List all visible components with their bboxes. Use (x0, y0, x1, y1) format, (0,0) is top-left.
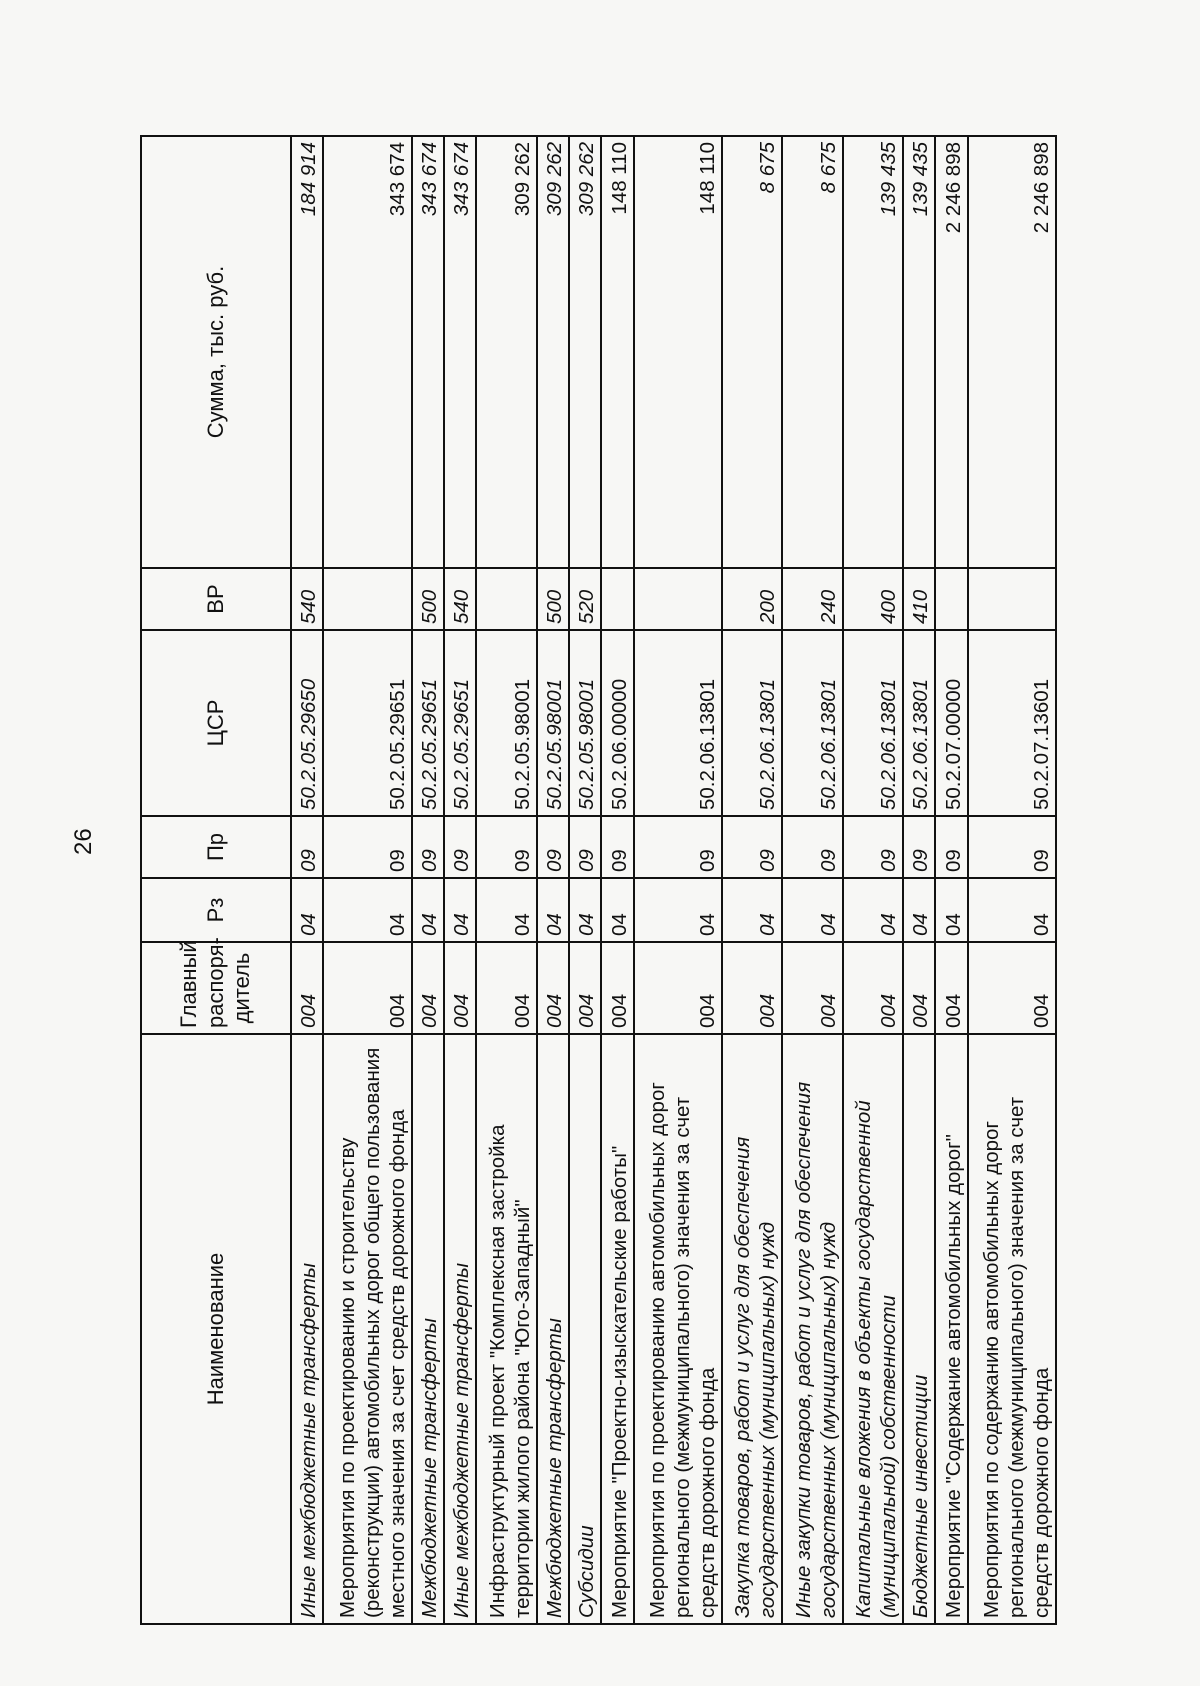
csr-cell: 50.2.06.13801 (722, 630, 782, 816)
header-sum: Сумма, тыс. руб. (141, 136, 291, 568)
csr-cell: 50.2.05.98001 (569, 630, 601, 816)
grbs-cell: 004 (601, 942, 633, 1034)
csr-cell: 50.2.06.13801 (903, 630, 935, 816)
name-cell: Иные межбюджетные трансферты (444, 1034, 476, 1624)
name-cell: Мероприятие "Проектно-изыскательские работы" (601, 1034, 633, 1624)
table-body (291, 136, 1056, 1624)
name-cell: Иные межбюджетные трансферты (291, 1034, 323, 1624)
csr-cell: 50.2.06.13801 (843, 630, 903, 816)
rz-cell: 04 (412, 878, 444, 942)
sum-cell: 8 675 (722, 136, 782, 568)
grbs-cell: 004 (843, 942, 903, 1034)
vr-cell (634, 568, 722, 630)
rz-cell: 04 (476, 878, 536, 942)
table-row (935, 136, 967, 1624)
pr-cell: 09 (537, 816, 569, 878)
grbs-cell: 004 (935, 942, 967, 1034)
sum-cell: 2 246 898 (968, 136, 1056, 568)
table-row (843, 136, 903, 1624)
table-row (569, 136, 601, 1624)
header-csr: ЦСР (141, 630, 291, 816)
vr-cell: 540 (291, 568, 323, 630)
pr-cell: 09 (903, 816, 935, 878)
rz-cell: 04 (323, 878, 411, 942)
vr-cell: 500 (537, 568, 569, 630)
name-cell: Мероприятия по проектированию и строительству (реконструкции) автомобильных дорог общего пользования местного значения за счет средств дорожного фонда (323, 1034, 411, 1624)
pr-cell: 09 (412, 816, 444, 878)
vr-cell: 200 (722, 568, 782, 630)
table-row (323, 136, 411, 1624)
table-row (601, 136, 633, 1624)
pr-cell: 09 (634, 816, 722, 878)
rz-cell: 04 (569, 878, 601, 942)
table-row (722, 136, 782, 1624)
name-cell: Бюджетные инвестиции (903, 1034, 935, 1624)
name-cell: Субсидии (569, 1034, 601, 1624)
table-row (634, 136, 722, 1624)
name-cell: Иные закупки товаров, работ и услуг для обеспечения государственных (муниципальных) нужд (782, 1034, 842, 1624)
pr-cell: 09 (601, 816, 633, 878)
grbs-cell: 004 (722, 942, 782, 1034)
rz-cell: 04 (601, 878, 633, 942)
csr-cell: 50.2.06.13801 (634, 630, 722, 816)
grbs-cell: 004 (444, 942, 476, 1034)
pr-cell: 09 (323, 816, 411, 878)
csr-cell: 50.2.05.98001 (537, 630, 569, 816)
rz-cell: 04 (722, 878, 782, 942)
vr-cell: 240 (782, 568, 842, 630)
table-row (444, 136, 476, 1624)
sum-cell: 343 674 (444, 136, 476, 568)
pr-cell: 09 (935, 816, 967, 878)
rz-cell: 04 (537, 878, 569, 942)
sum-cell: 8 675 (782, 136, 842, 568)
sum-cell: 139 435 (903, 136, 935, 568)
grbs-cell: 004 (782, 942, 842, 1034)
sum-cell: 184 914 (291, 136, 323, 568)
table-row (537, 136, 569, 1624)
sum-cell: 309 262 (537, 136, 569, 568)
rz-cell: 04 (291, 878, 323, 942)
name-cell: Межбюджетные трансферты (412, 1034, 444, 1624)
pr-cell: 09 (722, 816, 782, 878)
rz-cell: 04 (444, 878, 476, 942)
grbs-cell: 004 (537, 942, 569, 1034)
budget-table (140, 135, 1057, 1625)
rz-cell: 04 (634, 878, 722, 942)
name-cell: Мероприятия по содержанию автомобильных дорог регионального (межмуниципального) значения за счет средств дорожного фонда (968, 1034, 1056, 1624)
vr-cell: 500 (412, 568, 444, 630)
pr-cell: 09 (843, 816, 903, 878)
rz-cell: 04 (935, 878, 967, 942)
pr-cell: 09 (291, 816, 323, 878)
sum-cell: 343 674 (323, 136, 411, 568)
csr-cell: 50.2.05.29650 (291, 630, 323, 816)
csr-cell: 50.2.06.13801 (782, 630, 842, 816)
header-vr: ВР (141, 568, 291, 630)
pr-cell: 09 (968, 816, 1056, 878)
grbs-cell: 004 (569, 942, 601, 1034)
csr-cell: 50.2.06.00000 (601, 630, 633, 816)
rz-cell: 04 (968, 878, 1056, 942)
budget-table-container (140, 137, 1057, 1625)
sum-cell: 309 262 (569, 136, 601, 568)
csr-cell: 50.2.05.29651 (412, 630, 444, 816)
name-cell: Закупка товаров, работ и услуг для обеспечения государственных (муниципальных) нужд (722, 1034, 782, 1624)
vr-cell: 520 (569, 568, 601, 630)
header-name: Наименование (141, 1034, 291, 1624)
grbs-cell: 004 (323, 942, 411, 1034)
table-row (476, 136, 536, 1624)
csr-cell: 50.2.05.98001 (476, 630, 536, 816)
header-pr: Пр (141, 816, 291, 878)
table-row (782, 136, 842, 1624)
table-header-row (141, 136, 291, 1624)
table-row (291, 136, 323, 1624)
name-cell: Мероприятие "Содержание автомобильных дорог" (935, 1034, 967, 1624)
sum-cell: 148 110 (634, 136, 722, 568)
vr-cell (476, 568, 536, 630)
rz-cell: 04 (782, 878, 842, 942)
vr-cell: 400 (843, 568, 903, 630)
vr-cell: 540 (444, 568, 476, 630)
grbs-cell: 004 (476, 942, 536, 1034)
vr-cell (323, 568, 411, 630)
csr-cell: 50.2.05.29651 (323, 630, 411, 816)
pr-cell: 09 (476, 816, 536, 878)
csr-cell: 50.2.05.29651 (444, 630, 476, 816)
sum-cell: 309 262 (476, 136, 536, 568)
grbs-cell: 004 (412, 942, 444, 1034)
grbs-cell: 004 (291, 942, 323, 1034)
vr-cell (935, 568, 967, 630)
vr-cell (601, 568, 633, 630)
name-cell: Инфраструктурный проект "Комплексная застройка территории жилого района "Юго-Западный" (476, 1034, 536, 1624)
rz-cell: 04 (903, 878, 935, 942)
sum-cell: 343 674 (412, 136, 444, 568)
table-row (968, 136, 1056, 1624)
pr-cell: 09 (569, 816, 601, 878)
sum-cell: 148 110 (601, 136, 633, 568)
grbs-cell: 004 (968, 942, 1056, 1034)
sum-cell: 2 246 898 (935, 136, 967, 568)
name-cell: Капитальные вложения в объекты государственной (муниципальной) собственности (843, 1034, 903, 1624)
pr-cell: 09 (444, 816, 476, 878)
name-cell: Мероприятия по проектированию автомобильных дорог регионального (межмуниципального) значения за счет средств дорожного фонда (634, 1034, 722, 1624)
table-row (412, 136, 444, 1624)
sum-cell: 139 435 (843, 136, 903, 568)
csr-cell: 50.2.07.00000 (935, 630, 967, 816)
name-cell: Межбюджетные трансферты (537, 1034, 569, 1624)
grbs-cell: 004 (903, 942, 935, 1034)
grbs-cell: 004 (634, 942, 722, 1034)
page-number: 26 (70, 828, 97, 855)
header-rz: Рз (141, 878, 291, 942)
table-row (903, 136, 935, 1624)
csr-cell: 50.2.07.13601 (968, 630, 1056, 816)
pr-cell: 09 (782, 816, 842, 878)
header-grbs: Главный распоря-дитель (141, 942, 291, 1034)
vr-cell: 410 (903, 568, 935, 630)
vr-cell (968, 568, 1056, 630)
rz-cell: 04 (843, 878, 903, 942)
